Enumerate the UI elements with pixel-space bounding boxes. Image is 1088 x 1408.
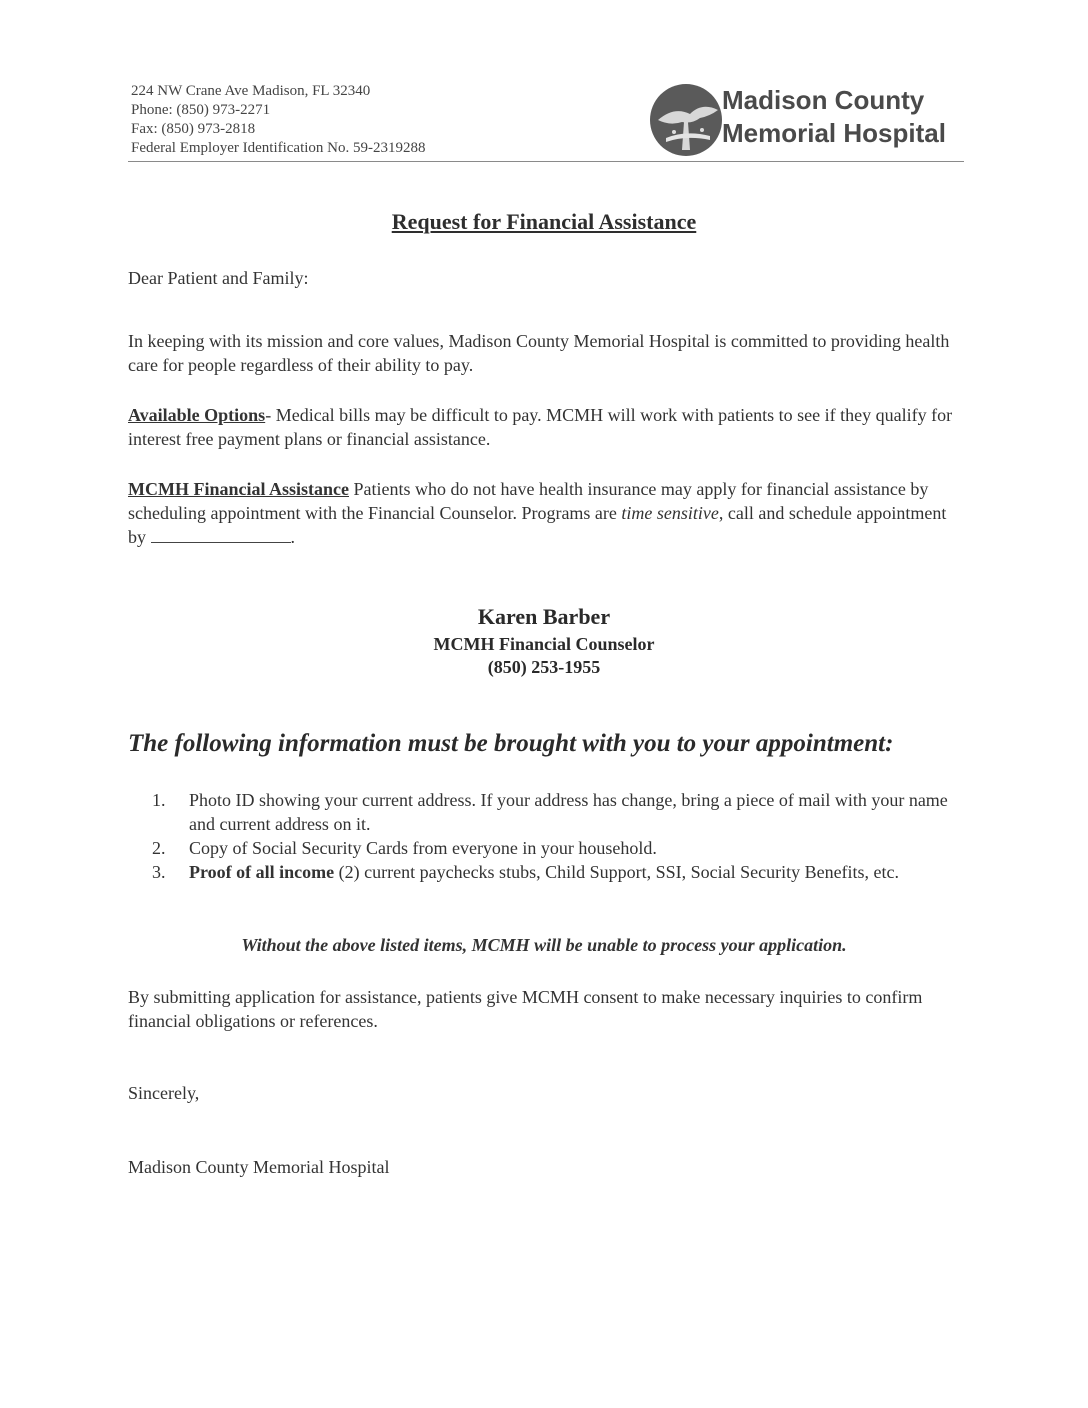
counselor-title: MCMH Financial Counselor [433,634,655,654]
logo-line-1: Madison County [722,85,925,115]
fein-line: Federal Employer Identification No. 59-2319288 [131,140,426,156]
list-item [152,836,952,860]
intro-paragraph: In keeping with its mission and core values, Madison County Memorial Hospital is committed to providing health care for people regardless of their ability to pay. [128,331,950,375]
header-divider [128,161,964,162]
assistance-end: . [290,527,295,547]
list-item-number: 1. [152,790,166,810]
counselor-phone: (850) 253-1955 [487,657,601,677]
logo-wordmark [722,84,946,150]
signature: Madison County Memorial Hospital [128,1157,390,1177]
list-item-text: Photo ID showing your current address. If your address has change, bring a piece of mail with your name and current address on it. [189,790,948,834]
options-paragraph [128,403,958,451]
fax-line: Fax: (850) 973-2818 [131,121,256,137]
list-item [152,788,952,836]
assistance-text-a: Patients who do not have health insurance may apply for financial assistance by scheduling appointment with the Financial Counselor. Programs are [128,479,929,523]
list-item-number: 3. [152,862,166,882]
phone-line: Phone: (850) 973-2271 [131,102,271,118]
options-label: Available Options [128,405,266,425]
requirements-list [152,788,952,884]
options-text: - Medical bills may be difficult to pay. MCMH will work with patients to see if they qualify for interest free payment plans or financial assistance. [128,405,953,449]
list-item-text: (2) current paychecks stubs, Child Support, SSI, Social Security Benefits, etc. [334,862,900,882]
logo-line-2: Memorial Hospital [722,118,946,148]
requirements-heading: The following information must be brought with you to your appointment: [128,730,894,757]
counselor-name: Karen Barber [477,604,611,629]
appointment-date-blank[interactable] [151,528,291,543]
hospital-logo [640,78,970,160]
letterhead-address [131,82,426,158]
tree-logo-icon [644,80,728,158]
assistance-label: MCMH Financial Assistance [128,479,349,499]
list-item-bold: Proof of all income [189,862,335,882]
warning-note: Without the above listed items, MCMH will be unable to process your application. [241,935,847,955]
list-item-number: 2. [152,838,166,858]
salutation: Dear Patient and Family: [128,268,309,288]
assistance-text-b: , call and schedule appointment by [128,503,947,547]
assistance-italic: time sensitive [621,503,719,523]
consent-paragraph: By submitting application for assistance, patients give MCMH consent to make necessary inquiries to confirm financial obligations or references. [128,987,923,1031]
list-item-text: Copy of Social Security Cards from everyone in your household. [189,838,657,858]
page-title: Request for Financial Assistance [391,209,697,234]
assistance-paragraph [128,477,958,549]
closing: Sincerely, [128,1083,200,1103]
address-line: 224 NW Crane Ave Madison, FL 32340 [131,83,371,99]
list-item [152,860,952,884]
